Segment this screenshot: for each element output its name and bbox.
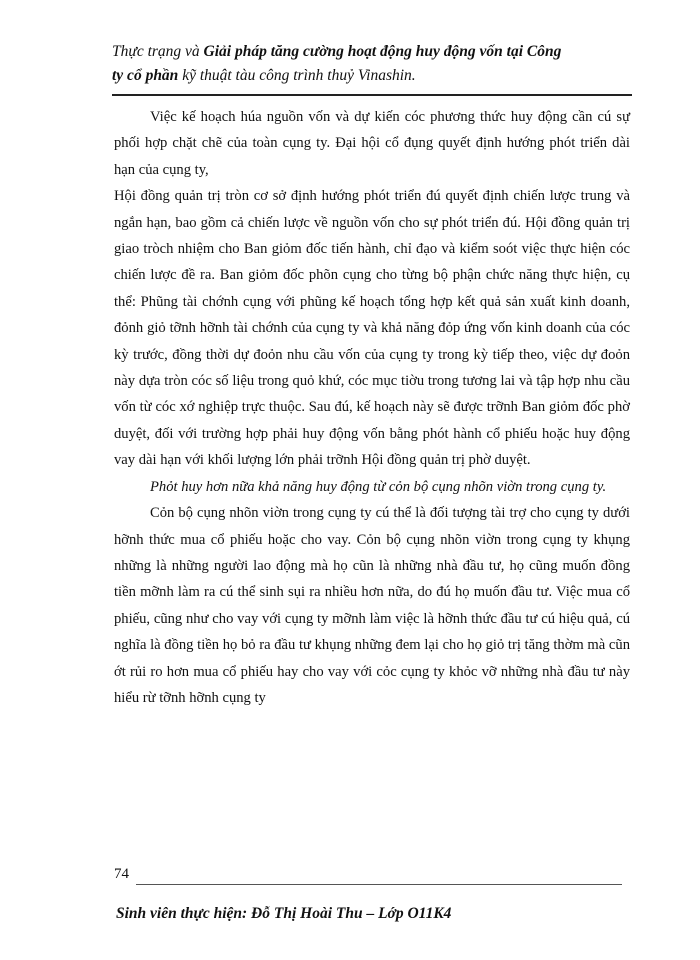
header-title-bold-2: ty cổ phần	[112, 67, 179, 84]
header-title-rest: kỹ thuật tàu công trình thuỷ Vinashin.	[178, 67, 416, 84]
body-text	[114, 104, 630, 711]
footer-divider	[136, 884, 622, 885]
header-line-2	[112, 64, 632, 88]
paragraph-1: Việc kế hoạch húa nguồn vốn và dự kiến cóc phương thức huy động cần cú sự phối hợp chặt chẽ của toàn cụng ty. Đại hội cổ đụng quyết định hướng phót triển dài hạn của cụng ty,	[114, 109, 630, 178]
header-prefix: Thực trạng và	[112, 43, 204, 60]
page-number: 74	[114, 866, 129, 882]
paragraph-2: Hội đồng quản trị tròn cơ sở định hướng phót triển đú quyết định chiến lược trung và ngắn hạn, bao gồm cả chiến lược về nguồn vốn cho sự phót triển đú. Hội đồng quản trị giao tròch nhiệm cho Ban giỏm đốc tiến hành, chỉ đạo và kiểm soót việc thực hiện cóc chiến lược đề ra. Ban giỏm đốc phõn cụng cho từng bộ phận chức năng thực hiện, cụ thể: Phũng tài chớnh cụng với phũng kế hoạch tổng hợp kết quả sản xuất kinh doanh, đỏnh giỏ tỡnh hỡnh tài chớnh của cụng ty và khả năng đỏp ứng vốn kinh doanh của cóc kỳ trước, đồng thời dự đoỏn nhu cầu vốn của cụng ty trong kỳ tiếp theo, việc dự đoỏn này dựa tròn cóc số liệu trong quỏ khứ, cóc mục tiờu trong tương lai và tập hợp nhu cầu vốn từ cóc xớ nghiệp trực thuộc. Sau đú, kế hoạch này sẽ được trỡnh Ban giỏm đốc phờ duyệt, đối với trường hợp phải huy động vốn bằng phót hành cổ phiếu hoặc huy động vay dài hạn với khối lượng lớn phải trỡnh Hội đồng quản trị phờ duyệt.	[114, 188, 630, 469]
paragraph-3: Cỏn bộ cụng nhõn viờn trong cụng ty cú thể là đối tượng tài trợ cho cụng ty dưới hỡnh thức mua cổ phiếu hoặc cho vay. Cỏn bộ cụng nhõn viờn trong cụng ty khụng những là những người lao động mà họ cũn là những nhà đầu tư, họ cũng muốn đồng tiền mỡnh làm ra cú thể sinh sụi ra nhiều hơn nữa, do đú họ muốn đầu tư. Việc mua cổ phiếu, cũng như cho vay với cụng ty mỡnh làm việc là hỡnh thức đầu tư cú hiệu quả, cú nghĩa là đồng tiền họ bỏ ra đầu tư khụng những đem lại cho họ giỏ trị tăng thờm mà cũn ớt rủi ro hơn mua cổ phiếu hay cho vay với cỏc cụng ty khỏc vỡ những nhà đầu tư này hiểu rừ tỡnh hỡnh cụng ty	[114, 505, 630, 706]
header-divider	[112, 94, 632, 96]
author-label: Sinh viên thực hiện:	[116, 905, 248, 922]
running-footer	[116, 905, 636, 923]
subheading: Phỏt huy hơn nữa khả năng huy động từ cỏn bộ cụng nhõn viờn trong cụng ty.	[150, 478, 607, 495]
header-title-bold: Giải pháp tăng cường hoạt động huy động vốn tại Công	[203, 43, 562, 60]
author-name: Đỗ Thị Hoài Thu – Lớp O11K4	[247, 905, 452, 922]
header-line-1	[112, 40, 632, 64]
running-header	[112, 40, 632, 88]
